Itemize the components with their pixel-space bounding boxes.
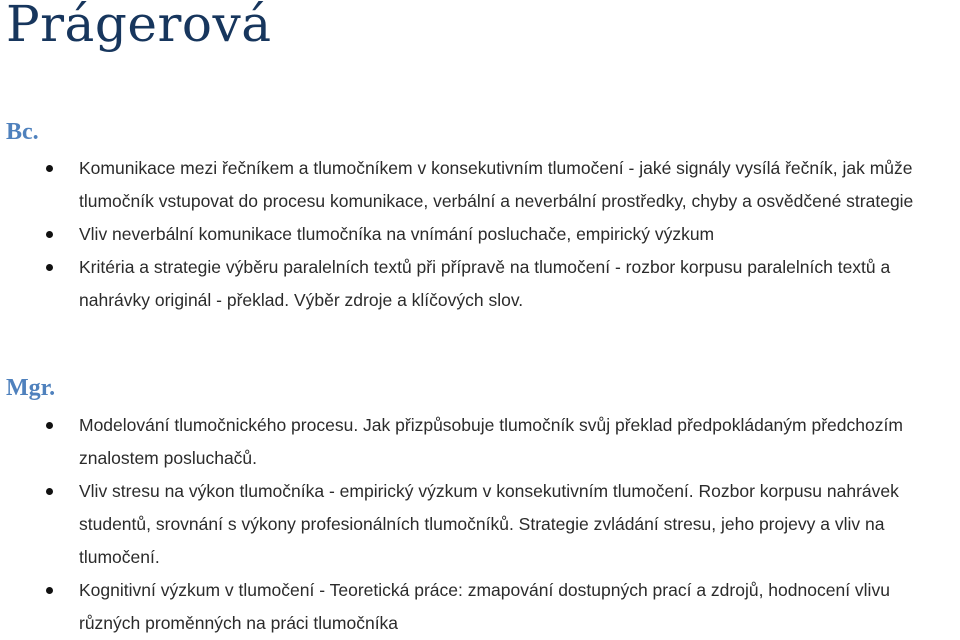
section-heading-mgr: Mgr. — [6, 375, 56, 401]
bc-topic-list — [0, 152, 960, 317]
list-item — [0, 218, 960, 251]
bullet-icon — [46, 488, 53, 495]
list-item-text: Kognitivní výzkum v tlumočení - Teoretická práce: zmapování dostupných prací a zdrojů, hodnocení vlivu různých proměnných na práci tlumočníka — [79, 580, 890, 633]
bullet-icon — [46, 587, 53, 594]
mgr-topic-list — [0, 409, 960, 640]
bullet-icon — [46, 422, 53, 429]
list-item — [0, 409, 960, 475]
list-item-text: Vliv stresu na výkon tlumočníka - empirický výzkum v konsekutivním tlumočení. Rozbor korpusu nahrávek studentů, srovnání s výkony profesionálních tlumočníků. Strategie zvládání stresu, jeho projevy a vliv na tlumočení. — [79, 481, 899, 567]
bullet-icon — [46, 231, 53, 238]
bullet-icon — [46, 264, 53, 271]
bullet-icon — [46, 165, 53, 172]
list-item — [0, 574, 960, 640]
list-item-text: Kritéria a strategie výběru paralelních textů při přípravě na tlumočení - rozbor korpusu paralelních textů a nahrávky originál - překlad. Výběr zdroje a klíčových slov. — [79, 257, 891, 310]
list-item-text: Vliv neverbální komunikace tlumočníka na vnímání posluchače, empirický výzkum — [79, 224, 715, 244]
list-item — [0, 251, 960, 317]
list-item — [0, 152, 960, 218]
list-item — [0, 475, 960, 574]
list-item-text: Modelování tlumočnického procesu. Jak přizpůsobuje tlumočník svůj překlad předpokládaným předchozím znalostem posluchačů. — [79, 415, 903, 468]
section-heading-bc: Bc. — [6, 119, 39, 145]
page-title: Prágerová — [6, 0, 272, 53]
list-item-text: Komunikace mezi řečníkem a tlumočníkem v konsekutivním tlumočení - jaké signály vysílá řečník, jak může tlumočník vstupovat do procesu komunikace, verbální a neverbální prostředky, chyby a osvědčené strategie — [79, 158, 914, 211]
